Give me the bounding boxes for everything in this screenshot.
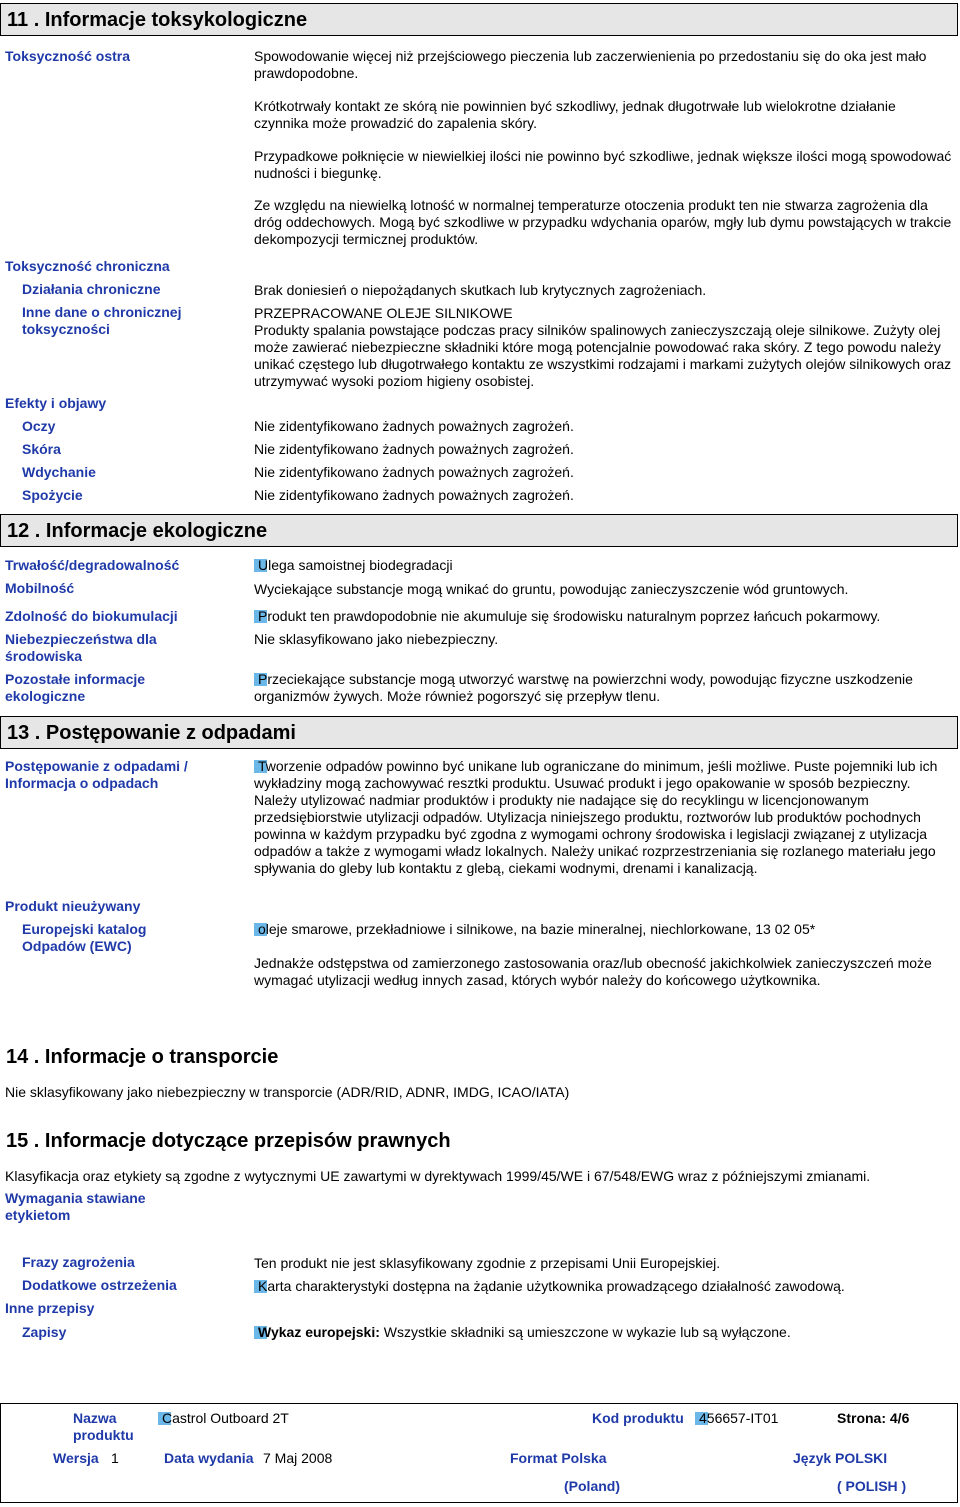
waste-text: Tworzenie odpadów powinno być unikane lub ograniczane do minimum, jeśli możliwe. Puste pojemniki lub ich wykładziny mogą zachowywać resztki produktu. Usuwać produkt i jego opakowanie w sposób bezpieczny. Należy utylizować nadmiar produktów i produkty nie nadające się do recyklingu w licencjonowanym przedsiębiorstwie utylizacji odpadów. Utylizacja niniejszego produktu, roztworów lub produktów pochodnych powinna w każdym przypadku być zgodna z wymogami ochrony środowiska i legislacji związanej z utylizacja odpadów a także z wymogami władz lokalnych. Należy unikać rozprzestrzeniania się rozlanego materiału jego spływania do gleby lub kontaktu z glebą, ciekami wodnymi, drenami i kanalizacją. — [254, 758, 938, 876]
acute-text-inhalation: Ze względu na niewielką lotność w normalnej temperaturze otoczenia produkt ten nie stwarza zagrożenia dla dróg oddechowych. Mogą być szkodliwe w przypadku wdychania oparów, mgły lub dymu powstających w trakcie dekompozycji termicznej produktów. — [254, 197, 952, 247]
footer-date-value: 7 Maj 2008 — [263, 1450, 333, 1466]
acute-text-eye: Spowodowanie więcej niż przejściowego pieczenia lub zaczerwienienia po przedostaniu się do oka jest mało prawdopodobne. — [254, 48, 927, 81]
chronic-other-heading: PRZEPRACOWANE OLEJE SILNIKOWE — [254, 305, 513, 321]
records-bold: Wykaz europejski: — [258, 1324, 380, 1340]
chronic-other-text: Produkty spalania powstające podczas pracy silników spalinowych zanieczyszczają oleje silnikowe. Zużyty olej może zawierać niebezpieczne składniki które mogą potencjalnie powodować raka skóry. Z tego powodu należy unikać częstego lub długotrwałego kontaktu ze wszystkimi rodzajami i markami zużytych olejów silnikowych oraz utrzymywać wysoki poziom higieny osobistej. — [254, 322, 952, 389]
footer-lang-sub: ( POLISH ) — [837, 1478, 907, 1494]
chronic-effects-label: Działania chroniczne — [22, 281, 161, 297]
section-11-title: 11 . Informacje toksykologiczne — [7, 9, 308, 31]
footer-name-label: Nazwa produktu — [73, 1410, 134, 1443]
section-11-header — [0, 3, 958, 36]
eco-persistence-text: Ulega samoistnej biodegradacji — [254, 557, 954, 574]
extra-warnings-label: Dodatkowe ostrzeżenia — [22, 1277, 177, 1293]
section-14-header — [0, 1041, 960, 1074]
effects-inhalation-text: Nie zidentyfikowano żadnych poważnych zagrożeń. — [254, 464, 574, 480]
extra-warnings-text: Karta charakterystyki dostępna na żądanie użytkownika prowadzącego działalność zawodową. — [254, 1278, 954, 1295]
section-13-header — [0, 716, 958, 749]
section-14-title: 14 . Informacje o transporcie — [6, 1046, 279, 1068]
section-12-header — [0, 514, 958, 547]
effects-ingestion-text: Nie zidentyfikowano żadnych poważnych zagrożeń. — [254, 487, 574, 503]
footer-page: Strona: 4/6 — [837, 1410, 910, 1426]
records-label: Zapisy — [22, 1324, 67, 1340]
other-regulations-label: Inne przepisy — [5, 1300, 95, 1316]
footer-format-label: Format Polska — [510, 1450, 607, 1466]
label-requirements-label: Wymagania stawiane etykietom — [5, 1190, 146, 1223]
footer-code-value: 456657-IT01 — [695, 1410, 778, 1427]
eco-bioaccumulation-text: Produkt ten prawdopodobnie nie akumuluje się środowisku naturalnym poprzez łańcuch pokarmowy. — [254, 608, 954, 625]
eco-bioaccumulation-label: Zdolność do biokumulacji — [5, 608, 178, 624]
ewc-label: Europejski katalog Odpadów (EWC) — [22, 921, 147, 954]
transport-text: Nie sklasyfikowany jako niebezpieczny w transporcie (ADR/RID, ADNR, IMDG, ICAO/IATA) — [5, 1084, 570, 1100]
effects-inhalation-label: Wdychanie — [22, 464, 96, 480]
footer-date-label: Data wydania — [164, 1450, 254, 1466]
section-12-title: 12 . Informacje ekologiczne — [7, 520, 268, 542]
acute-text-ingestion: Przypadkowe połknięcie w niewielkiej ilości nie powinno być szkodliwe, jednak większe ilości mogą spowodować nudności i biegunkę. — [254, 148, 952, 181]
effects-eyes-label: Oczy — [22, 418, 56, 434]
chronic-effects-text: Brak doniesień o niepożądanych skutkach lub krytycznych zagrożeniach. — [254, 282, 707, 298]
section-15-header — [0, 1125, 960, 1158]
risk-phrases-text: Ten produkt nie jest sklasyfikowany zgodnie z przepisami Unii Europejskiej. — [254, 1255, 721, 1271]
effects-ingestion-label: Spożycie — [22, 487, 83, 503]
eco-other-label: Pozostałe informacje ekologiczne — [5, 671, 146, 704]
eco-hazards-text: Nie sklasyfikowano jako niebezpieczny. — [254, 631, 499, 647]
ewc-note: Jednakże odstępstwa od zamierzonego zastosowania oraz/lub obecność jakichkolwiek zanieczyszczeń może wymagać utylizacji według innych zasad, których wybór należy do końcowego użytkownika. — [254, 955, 932, 988]
footer-version-value: 1 — [111, 1450, 119, 1466]
footer-name-value: Castrol Outboard 2T — [158, 1410, 289, 1427]
eco-persistence-label: Trwałość/degradowalność — [5, 557, 180, 573]
regulatory-intro: Klasyfikacja oraz etykiety są zgodne z wytycznymi UE zawartymi w dyrektywach 1999/45/WE i 67/548/EWG wraz z późniejszymi zmianami. — [5, 1168, 871, 1184]
effects-skin-label: Skóra — [22, 441, 61, 457]
eco-mobility-label: Mobilność — [5, 580, 75, 596]
effects-label: Efekty i objawy — [5, 395, 107, 411]
eco-other-text: Przeciekające substancje mogą utworzyć warstwę na powierzchni wody, powodując fizyczne uszkodzenie organizmów żywych. Może również pogorszyć się przepływ tlenu. — [254, 671, 913, 704]
footer-lang-label: Język POLSKI — [793, 1450, 888, 1466]
effects-skin-text: Nie zidentyfikowano żadnych poważnych zagrożeń. — [254, 441, 574, 457]
effects-eyes-text: Nie zidentyfikowano żadnych poważnych zagrożeń. — [254, 418, 574, 434]
ewc-text: oleje smarowe, przekładniowe i silnikowe, na bazie mineralnej, niechlorkowane, 13 02 05* — [254, 921, 954, 938]
chronic-other-label: Inne dane o chronicznej toksyczności — [22, 304, 182, 337]
footer — [0, 1403, 958, 1503]
section-13-title: 13 . Postępowanie z odpadami — [7, 722, 296, 744]
risk-phrases-label: Frazy zagrożenia — [22, 1254, 135, 1270]
acute-text-skin: Krótkotrwały kontakt ze skórą nie powinnien być szkodliwy, jednak długotrwałe lub wielokrotne działanie czynnika może prowadzić do zapalenia skóry. — [254, 98, 896, 131]
eco-mobility-text: Wyciekające substancje mogą wnikać do gruntu, powodując zanieczyszczenie wód gruntowych. — [254, 581, 849, 597]
waste-label: Postępowanie z odpadami / Informacja o odpadach — [5, 758, 188, 791]
acute-toxicity-label: Toksyczność ostra — [5, 48, 131, 64]
chronic-toxicity-label: Toksyczność chroniczna — [5, 258, 170, 274]
footer-version-label: Wersja — [53, 1450, 99, 1466]
unused-product-label: Produkt nieużywany — [5, 898, 141, 914]
footer-format-sub: (Poland) — [564, 1478, 620, 1494]
section-15-title: 15 . Informacje dotyczące przepisów prawnych — [6, 1130, 451, 1152]
footer-code-label: Kod produktu — [592, 1410, 684, 1426]
records-text: Wykaz europejski: Wszystkie składniki są umieszczone w wykazie lub są wyłączone. — [254, 1324, 954, 1341]
eco-hazards-label: Niebezpieczeństwa dla środowiska — [5, 631, 157, 664]
